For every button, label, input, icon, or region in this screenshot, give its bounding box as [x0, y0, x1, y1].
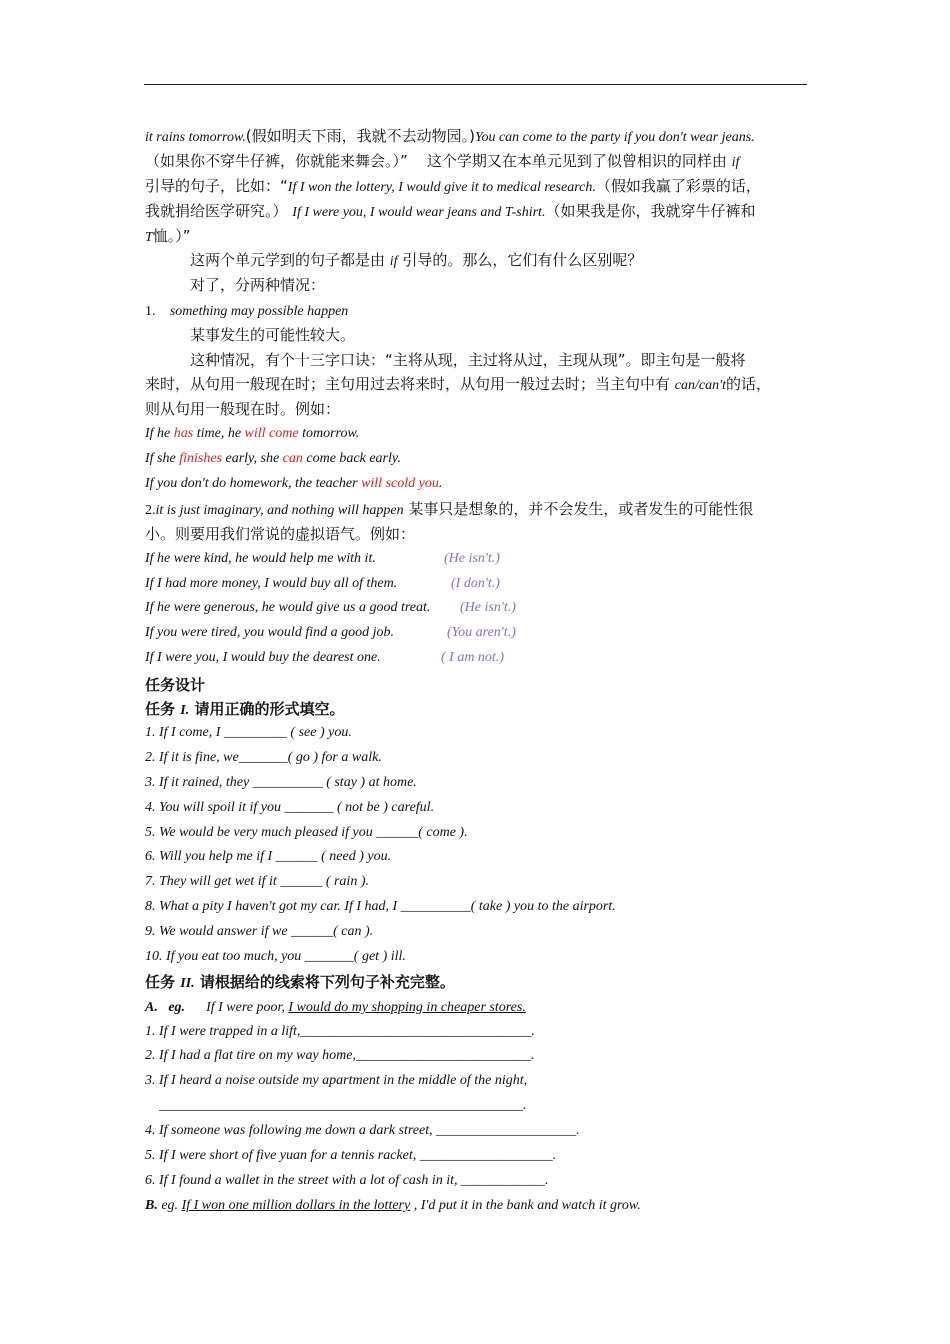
task2-a-example: A. eg. If I were poor, I would do my shopping in cheaper stores. [145, 1000, 526, 1015]
case2-note-4: (You aren't.) [447, 625, 516, 640]
case1-rule-b: 来时，从句用一般现在时；主句用过去将来时，从句用一般过去时；当主句中有 can/can't的话， [145, 375, 772, 393]
task1-item-10: 10. If you eat too much, you _______( get ) ill. [145, 949, 406, 964]
case2-note-2: (I don't.) [451, 576, 500, 591]
task1-item-7: 7. They will get wet if it ______ ( rain ). [145, 874, 369, 889]
case2-note-3: (He isn't.) [460, 600, 516, 615]
task2-heading: 任务 II. 请根据给的线索将下列句子补充完整。 [145, 973, 455, 991]
task1-item-6: 6. Will you help me if I ______ ( need ) you. [145, 849, 392, 864]
case2-example-3: If he were generous, he would give us a good treat. [145, 600, 431, 615]
task1-item-1: 1. If I come, I _________ ( see ) you. [145, 725, 352, 740]
task1-item-9: 9. We would answer if we ______( can ). [145, 924, 374, 939]
task2-item-3: 3. If I heard a noise outside my apartment in the middle of the night, [145, 1073, 528, 1088]
task1-item-5: 5. We would be very much pleased if you ______( come ). [145, 825, 468, 840]
case2-example-4: If you were tired, you would find a good job. [145, 625, 394, 640]
case1-desc: 某事发生的可能性较大。 [190, 326, 356, 344]
task2-item-4: 4. If someone was following me down a dark street, ____________________. [145, 1123, 580, 1138]
task2-item-2: 2. If I had a flat tire on my way home,_________________________. [145, 1048, 535, 1063]
task-design-heading: 任务设计 [145, 676, 206, 694]
intro-line-6: 这两个单元学到的句子都是由 if 引导的。那么，它们有什么区别呢？ [190, 251, 643, 269]
task1-item-3: 3. If it rained, they __________ ( stay ) at home. [145, 775, 417, 790]
case1-rule-c: 则从句用一般现在时。例如： [145, 400, 341, 418]
case2-note-5: ( I am not.) [441, 650, 504, 665]
header-rule [144, 84, 807, 85]
task2-b-example: B. eg. If I won one million dollars in the lottery , I'd put it in the bank and watch it grow. [145, 1198, 641, 1213]
case2-desc-b: 小。则要用我们常说的虚拟语气。例如： [145, 525, 416, 543]
task1-item-8: 8. What a pity I haven't got my car. If I had, I __________( take ) you to the airport. [145, 899, 616, 914]
intro-line-3: 引导的句子，比如：“If I won the lottery, I would give it to medical research.（假如我赢了彩票的话， [145, 177, 761, 195]
case1-heading: 1. something may possible happen [145, 304, 349, 319]
case1-rule-a: 这种情况，有个十三字口诀：“主将从现，主过将从过，主现从现”。即主句是一般将 [190, 351, 746, 369]
case2-example-5: If I were you, I would buy the dearest one. [145, 650, 381, 665]
case1-example-3: If you don't do homework, the teacher will scold you. [145, 476, 443, 491]
intro-line-7: 对了，分两种情况： [190, 276, 326, 294]
task1-item-4: 4. You will spoil it if you _______ ( not be ) careful. [145, 800, 435, 815]
case2-heading: 2.it is just imaginary, and nothing will happen 某事只是想象的，并不会发生，或者发生的可能性很 [145, 500, 754, 518]
case2-example-2: If I had more money, I would buy all of them. [145, 576, 398, 591]
intro-line-2: （如果你不穿牛仔裤，你就能来舞会。）” 这个学期又在本单元见到了似曾相识的同样由 if [145, 152, 740, 170]
task2-item-6: 6. If I found a wallet in the street with a lot of cash in it, ____________. [145, 1173, 549, 1188]
intro-line-1: it rains tomorrow.(假如明天下雨，我就不去动物园。)You can come to the party if you don't wear jeans. [145, 127, 755, 145]
intro-line-4: 我就捐给医学研究。） If I were you, I would wear jeans and T-shirt.（如果我是你，我就穿牛仔裤和 [145, 202, 756, 220]
task1-item-2: 2. If it is fine, we_______( go ) for a walk. [145, 750, 382, 765]
task1-heading: 任务 I. 请用正确的形式填空。 [145, 700, 345, 718]
case2-note-1: (He isn't.) [444, 551, 500, 566]
case2-example-1: If he were kind, he would help me with it. [145, 551, 376, 566]
task2-item-1: 1. If I were trapped in a lift,_________________________________. [145, 1024, 535, 1039]
task2-item-3-blank: ____________________________________________________. [159, 1098, 527, 1113]
intro-line-5: T恤。）” [145, 227, 191, 245]
case1-example-2: If she finishes early, she can come back early. [145, 451, 401, 466]
case1-example-1: If he has time, he will come tomorrow. [145, 426, 360, 441]
task2-item-5: 5. If I were short of five yuan for a tennis racket, ___________________. [145, 1148, 557, 1163]
